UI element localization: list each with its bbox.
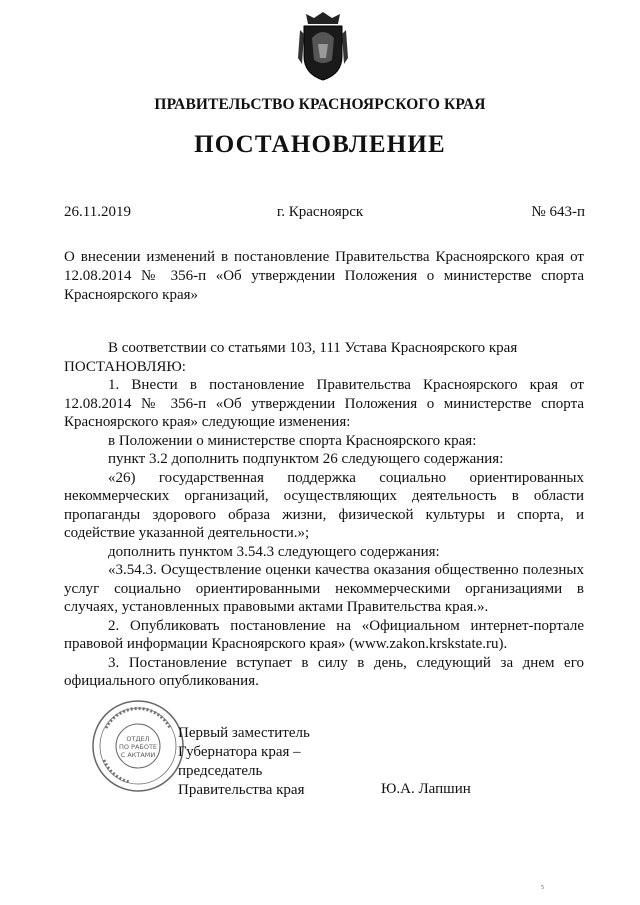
seal-line-1: ОТДЕЛ [126,735,150,743]
signer-name: Ю.А. Лапшин [381,781,471,797]
body-paragraph: пункт 3.2 дополнить подпунктом 26 следующего содержания: [108,451,504,467]
body-paragraph: 1. Внести в постановление Правительства Красноярского края от 12.08.2014 № 356-п «Об утверждении Положения о министерстве спорта Красноярского края» следующие изменения: [64,377,584,430]
body-paragraph: «26) государственная поддержка социально ориентированных некоммерческих организаций, осуществляющих деятельность в области пропаганды здорового образа жизни, физической культуры и спорта, и содействие указанной деятельности.»; [64,469,584,541]
signature-line: Правительства края [178,782,305,798]
signature-line: Первый заместитель [178,725,310,741]
seal-line-3: С АКТАМИ [120,751,156,759]
footer-mark: 5 [541,885,544,891]
document-date: 26.11.2019 [64,204,131,220]
body-paragraph: в Положении о министерстве спорта Красноярского края: [108,432,477,449]
body-paragraph: В соответствии со статьями 103, 111 Устава Красноярского края [108,340,518,356]
body-paragraph: 3. Постановление вступает в силу в день, следующий за днем его официального опубликования. [64,654,584,689]
government-title: ПРАВИТЕЛЬСТВО КРАСНОЯРСКОГО КРАЯ [154,96,486,113]
body-paragraph: «3.54.3. Осуществление оценки качества оказания общественно полезных услуг социально ориентированными некоммерческими организациями в случаях, установленных правовыми актами Правительства края.». [64,562,584,615]
document-subject: О внесении изменений в постановление Правительства Красноярского края от 12.08.2014 № 356-п «Об утверждении Положения о министерстве спорта Красноярского края» [64,249,584,303]
signature-line: Губернатора края – [178,744,301,760]
signature-block [178,724,310,800]
body-paragraph: ПОСТАНОВЛЯЮ: [64,358,186,375]
document-body [64,339,584,691]
body-paragraph: дополнить пунктом 3.54.3 следующего содержания: [108,543,440,560]
krasnoyarsk-coat-of-arms-icon [296,8,350,82]
official-seal-icon [90,698,186,794]
body-paragraph: 2. Опубликовать постановление на «Официальном интернет-портале правовой информации Красноярского края» (www.zakon.krskstate.ru). [64,617,584,652]
seal-line-2: ПО РАБОТЕ [118,743,158,751]
document-number: № 643-п [531,204,585,220]
document-city: г. Красноярск [276,204,364,220]
document-type-title: ПОСТАНОВЛЕНИЕ [194,131,446,158]
signature-line: председатель [178,763,263,779]
